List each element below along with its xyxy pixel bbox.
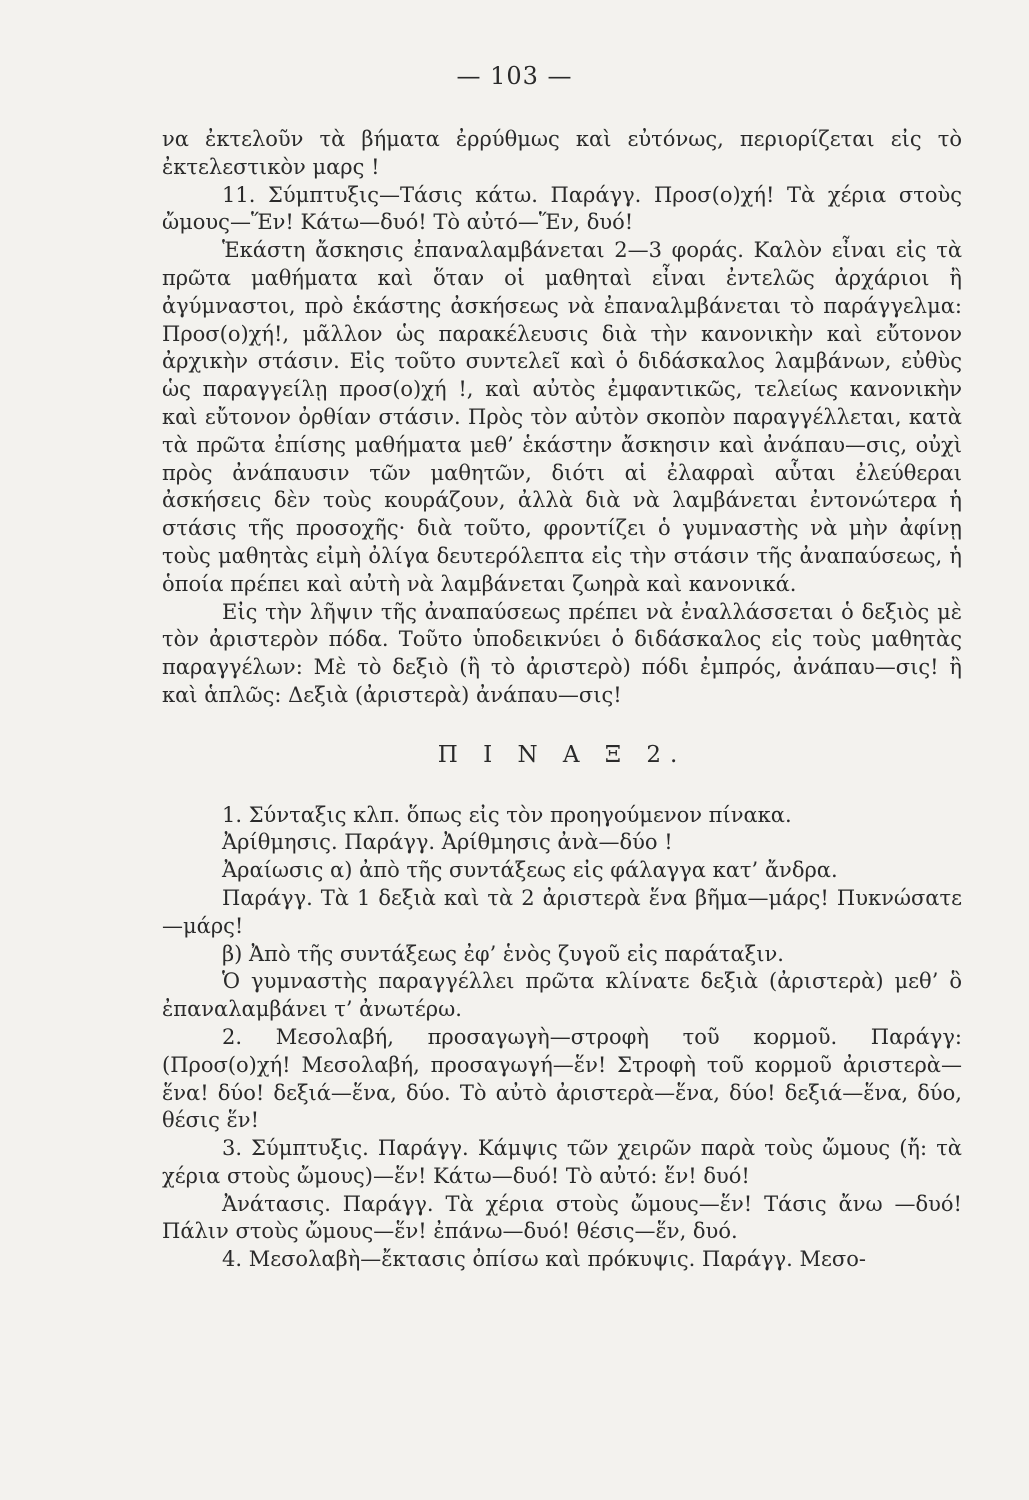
paragraph: Ἑκάστη ἄσκησις ἐπαναλαμβάνεται 2—3 φοράς. Καλὸν εἶναι εἰς τὰ πρῶτα μαθήματα καὶ ὅταν οἱ μαθηταὶ εἶναι ἐντελῶς ἀρχάριοι ἢ ἀγύμναστοι, πρὸ ἑκάστης ἀσκήσεως νὰ ἐπαναλμβάνεται τὸ παράγγελμα: Προσ(ο)χή!, μᾶλλον ὡς παρακέλευσις διὰ τὴν κανονικὴν καὶ εὔτονον ἀρχικὴν στάσιν. Εἰς τοῦτο συντελεῖ καὶ ὁ διδάσκαλος λαμβάνων, εὐθὺς ὡς παραγγείλῃ προσ(ο)χή !, καὶ αὐτὸς ἐμφαντικῶς, τελείως κανονικὴν καὶ εὔτονον ὀρθίαν στάσιν. Πρὸς τὸν αὐτὸν σκοπὸν παραγγέλλεται, κατὰ τὰ πρῶτα ἐπίσης μαθήματα μεθ’ ἑκάστην ἄσκησιν καὶ ἀνάπαυ—σις, οὐχὶ πρὸς ἀνάπαυσιν τῶν μαθητῶν, διότι αἱ ἐλαφραὶ αὗται ἐλεύθεραι ἀσκήσεις δὲν τοὺς κουράζουν, ἀλλὰ διὰ νὰ λαμβάνεται ἐντονώτερα ἡ στάσις τῆς προσοχῆς· διὰ τοῦτο, φροντίζει ὁ γυμναστὴς νὰ μὴν ἀφίνῃ τοὺς μαθητὰς εἰμὴ ὀλίγα δευτερόλεπτα εἰς τὴν στάσιν τῆς ἀναπαύσεως, ἡ ὁποία πρέπει καὶ αὐτὴ νὰ λαμβάνεται ζωηρὰ καὶ κανονικά. [162,238,962,596]
paragraph: 11. Σύμπτυξις—Τάσις κάτω. Παράγγ. Προσ(ο)χή! Τὰ χέρια στοὺς ὤμους—Ἕν! Κάτω—δυό! Τὸ αὐτό—Ἕν, δυό! [162,182,962,235]
paragraph: να ἐκτελοῦν τὰ βήματα ἐρρύθμως καὶ εὐτόνως, περιορίζεται εἰς τὸ ἐκτελεστικὸν μαρς ! [162,127,962,179]
body-text [162,126,962,1274]
paragraph: β) Ἀπὸ τῆς συντάξεως ἐφ’ ἑνὸς ζυγοῦ εἰς παράταξιν. [222,941,784,966]
paragraph: Ἀρίθμησις. Παράγγ. Ἀρίθμησις ἀνὰ—δύο ! [222,830,673,855]
paragraph: 4. Μεσολαβὴ—ἔκτασις ὀπίσω καὶ πρόκυψις. Παράγγ. Μεσο- [222,1247,866,1272]
paragraph: Παράγγ. Τὰ 1 δεξιὰ καὶ τὰ 2 ἀριστερὰ ἕνα βῆμα—μάρς! Πυκνώσατε—μάρς! [162,885,962,938]
paragraph: Ἀνάτασις. Παράγγ. Τὰ χέρια στοὺς ὤμους—ἕν! Τάσις ἄνω —δυό! Πάλιν στοὺς ὤμους—ἕν! ἐπάνω—δυό! θέσις—ἕν, δυό. [162,1191,962,1244]
paragraph: 1. Σύνταξις κλπ. ὅπως εἰς τὸν προηγούμενον πίνακα. [222,802,792,827]
section-heading: Π Ι Ν Α Ξ 2. [437,741,687,768]
paragraph: 2. Μεσολαβή, προσαγωγὴ—στροφὴ τοῦ κορμοῦ. Παράγγ: (Προσ(ο)χή! Μεσολαβή, προσαγωγή—ἕν! Στροφὴ τοῦ κορμοῦ ἀριστερὰ—ἕνα! δύο! δεξιά—ἕνα, δύο. Τὸ αὐτὸ ἀριστερὰ—ἕνα, δύο! δεξιά—ἕνα, δύο, θέσις ἕν! [162,1024,962,1133]
paragraph: Ὁ γυμναστὴς παραγγέλλει πρῶτα κλίνατε δεξιὰ (ἀριστερὰ) μεθ’ ὃ ἐπαναλαμβάνει τ’ ἀνωτέρω. [162,969,962,1022]
paragraph: Ἀραίωσις α) ἀπὸ τῆς συντάξεως εἰς φάλαγγα κατ’ ἄνδρα. [222,858,838,883]
paragraph: 3. Σύμπτυξις. Παράγγ. Κάμψις τῶν χειρῶν παρὰ τοὺς ὤμους (ἤ: τὰ χέρια στοὺς ὤμους)—ἕν! Κάτω—δυό! Τὸ αὐτό: ἕν! δυό! [162,1136,962,1188]
paragraph: Εἰς τὴν λῆψιν τῆς ἀναπαύσεως πρέπει νὰ ἐναλλάσσεται ὁ δεξιὸς μὲ τὸν ἀριστερὸν πόδα. Τοῦτο ὑποδεικνύει ὁ διδάσκαλος εἰς τοὺς μαθητὰς παραγγέλων: Μὲ τὸ δεξιὸ (ἢ τὸ ἀριστερὸ) πόδι ἐμπρός, ἀνάπαυ—σις! ἢ καὶ ἁπλῶς: Δεξιὰ (ἀριστερὰ) ἀνάπαυ—σις! [162,599,962,707]
page-number: — 103 — [456,62,573,90]
